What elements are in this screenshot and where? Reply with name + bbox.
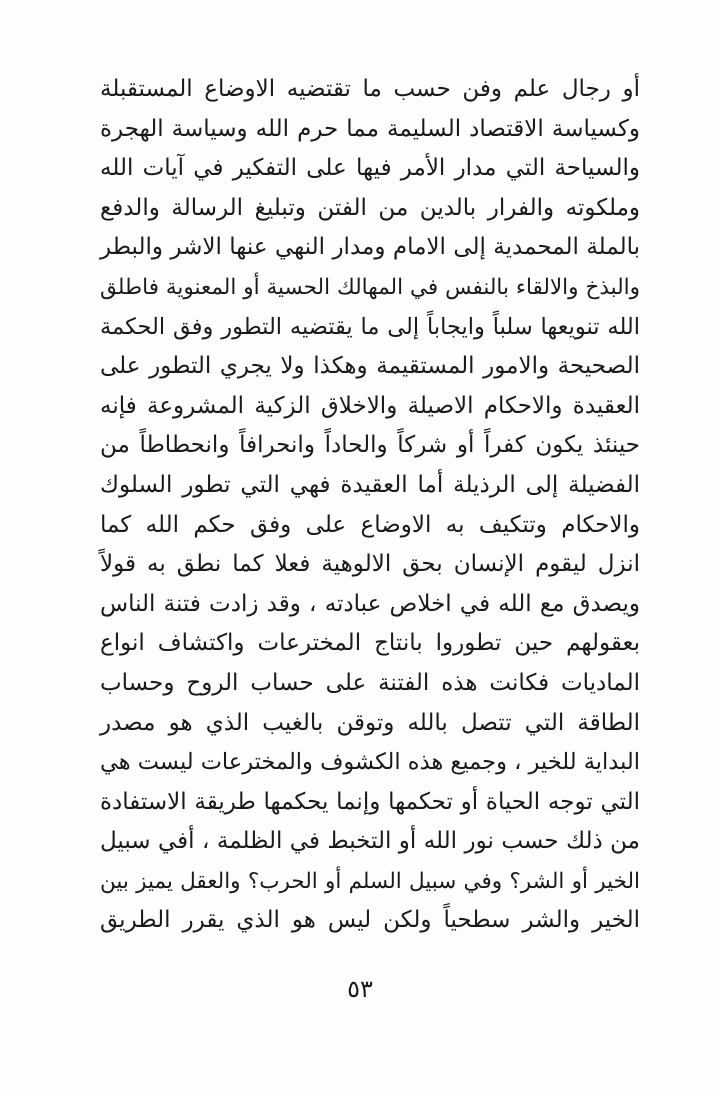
body-text (100, 70, 640, 941)
text-line: البداية للخير ، وجميع هذه الكشوف والمخترعات ليست هي (100, 749, 640, 776)
text-line: والسياحة التي مدار الأمر فيها على التفكير في آيات الله (100, 155, 640, 182)
text-line: حينئذ يكون كفراً أو شركاً والحاداً وانحرافاً وانحطاطاً من (100, 432, 640, 459)
text-line: الطاقة التي تتصل بالله وتوقن بالغيب الذي هو مصدر (100, 709, 640, 736)
text-line: ويصدق مع الله في اخلاص عبادته ، وقد زادت فتنة الناس (100, 590, 640, 617)
text-line: التي توجه الحياة أو تحكمها وإنما يحكمها طريقة الاستفادة (100, 788, 640, 815)
text-line: والبذخ والالقاء بالنفس في المهالك الحسية أو المعنوية فاطلق (100, 274, 640, 300)
text-line: الخير أو الشر؟ وفي سبيل السلم أو الحرب؟ والعقل يميز بين (100, 868, 640, 894)
text-line: وملكوته والفرار بالدين من الفتن وتبليغ الرسالة والدفع (100, 194, 640, 221)
text-line: الماديات فكانت هذه الفتنة على حساب الروح وحساب (100, 669, 640, 696)
text-line: العقيدة والاحكام الاصيلة والاخلاق الزكية المشروعة فإنه (100, 392, 640, 419)
text-line: الخير والشر سطحياً ولكن ليس هو الذي يقرر الطريق (100, 907, 640, 934)
text-line: بعقولهم حين تطوروا بانتاج المخترعات واكتشاف انواع (100, 630, 640, 657)
text-line: وكسياسة الاقتصاد السليمة مما حرم الله وسياسة الهجرة (100, 115, 640, 142)
page-number: ٥٣ (347, 975, 373, 1003)
text-line: أو رجال علم وفن حسب ما تقتضيه الاوضاع المستقبلة (100, 76, 640, 102)
text-line: بالملة المحمدية إلى الامام ومدار النهي عنها الاشر والبطر (100, 234, 640, 261)
text-line: انزل ليقوم الإنسان بحق الالوهية فعلا كما نطق به قولاً (100, 551, 640, 578)
text-line: والاحكام وتتكيف به الاوضاع على وفق حكم الله كما (100, 511, 640, 538)
text-line: الفضيلة إلى الرذيلة أما العقيدة فهي التي تطور السلوك (100, 471, 640, 498)
text-line: من ذلك حسب نور الله أو التخبط في الظلمة ، أفي سبيل (100, 828, 640, 855)
text-line: الصحيحة والامور المستقيمة وهكذا ولا يجري التطور على (100, 353, 640, 380)
text-line: الله تنويعها سلباً وايجاباً إلى ما يقتضيه التطور وفق الحكمة (100, 313, 640, 340)
